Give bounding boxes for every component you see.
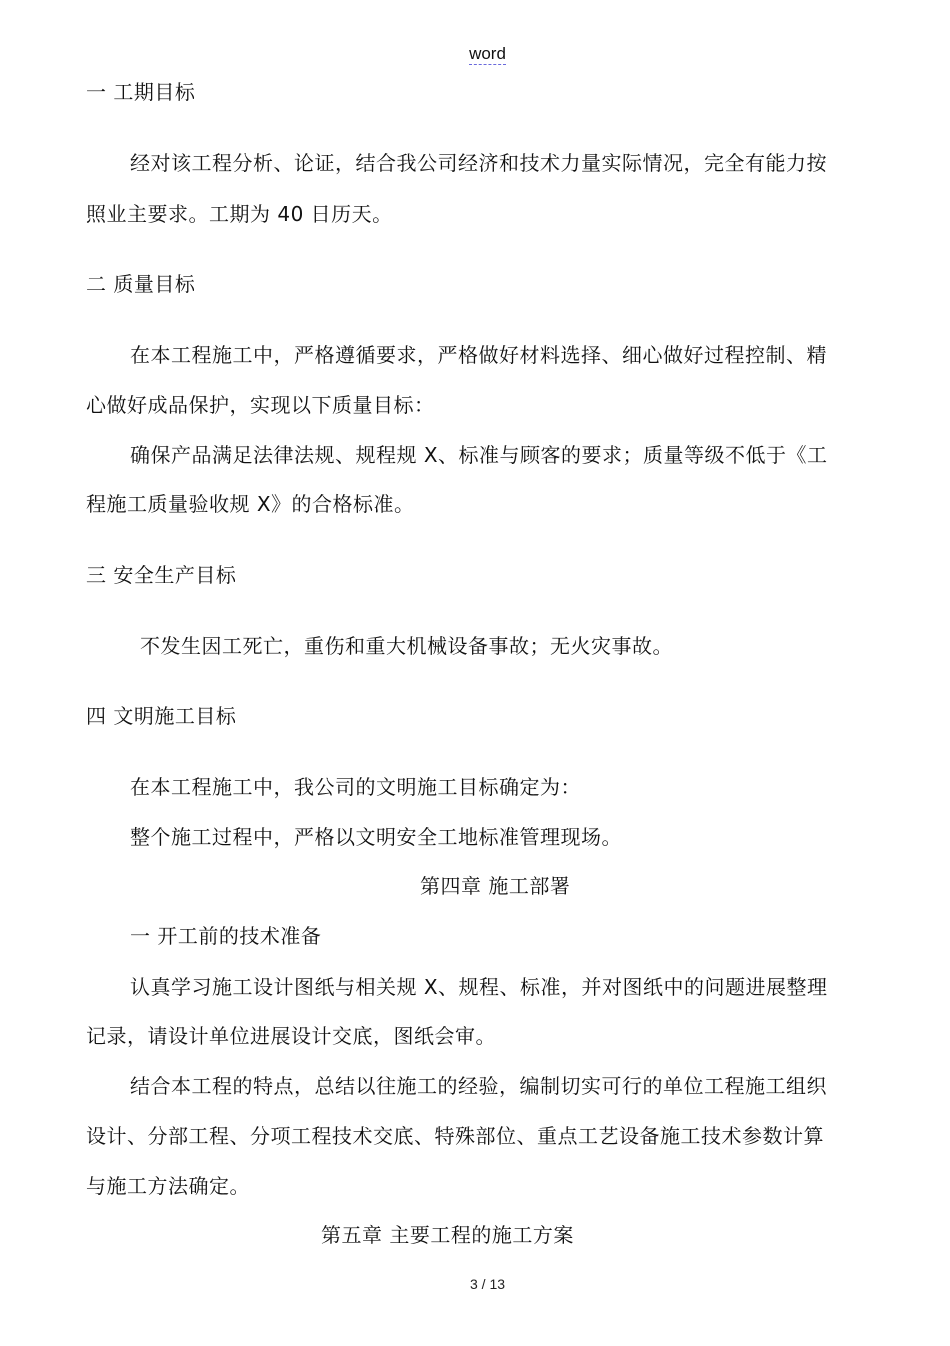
paragraph-line: 设计、分部工程、分项工程技术交底、特殊部位、重点工艺设备施工技术参数计算 <box>86 1124 824 1148</box>
paragraph-line: 在本工程施工中，严格遵循要求，严格做好材料选择、细心做好过程控制、精 <box>130 343 827 367</box>
paragraph-line: 程施工质量验收规 X》的合格标准。 <box>86 492 415 516</box>
heading-technical-preparation: 一 开工前的技术准备 <box>130 924 322 948</box>
paragraph-line: 心做好成品保护，实现以下质量目标： <box>86 393 435 417</box>
header-word-label <box>0 44 950 64</box>
paragraph-line: 结合本工程的特点，总结以往施工的经验，编制切实可行的单位工程施工组织 <box>130 1074 827 1098</box>
paragraph-line: 不发生因工死亡，重伤和重大机械设备事故；无火灾事故。 <box>140 634 673 658</box>
page-indicator: 3 / 13 <box>469 1276 506 1292</box>
heading-quality-goal: 二 质量目标 <box>86 272 196 296</box>
chapter-title-four: 第四章 施工部署 <box>420 874 571 898</box>
paragraph-line: 经对该工程分析、论证，结合我公司经济和技术力量实际情况，完全有能力按 <box>130 151 827 175</box>
paragraph-line: 确保产品满足法律法规、规程规 X、标准与顾客的要求；质量等级不低于《工 <box>130 443 828 467</box>
heading-schedule-goal: 一 工期目标 <box>86 80 196 104</box>
paragraph-line: 认真学习施工设计图纸与相关规 X、规程、标准，并对图纸中的问题进展整理 <box>130 975 828 999</box>
paragraph-line: 记录，请设计单位进展设计交底，图纸会审。 <box>86 1024 496 1048</box>
paragraph-line: 与施工方法确定。 <box>86 1174 250 1198</box>
heading-safety-goal: 三 安全生产目标 <box>86 563 237 587</box>
paragraph-line: 在本工程施工中，我公司的文明施工目标确定为： <box>130 775 581 799</box>
paragraph-line: 整个施工过程中，严格以文明安全工地标准管理现场。 <box>130 825 622 849</box>
chapter-title-five: 第五章 主要工程的施工方案 <box>321 1223 574 1247</box>
header-word-text: word <box>469 44 506 63</box>
heading-civilized-construction-goal: 四 文明施工目标 <box>86 704 237 728</box>
paragraph-line: 照业主要求。工期为 40 日历天。 <box>86 202 393 226</box>
